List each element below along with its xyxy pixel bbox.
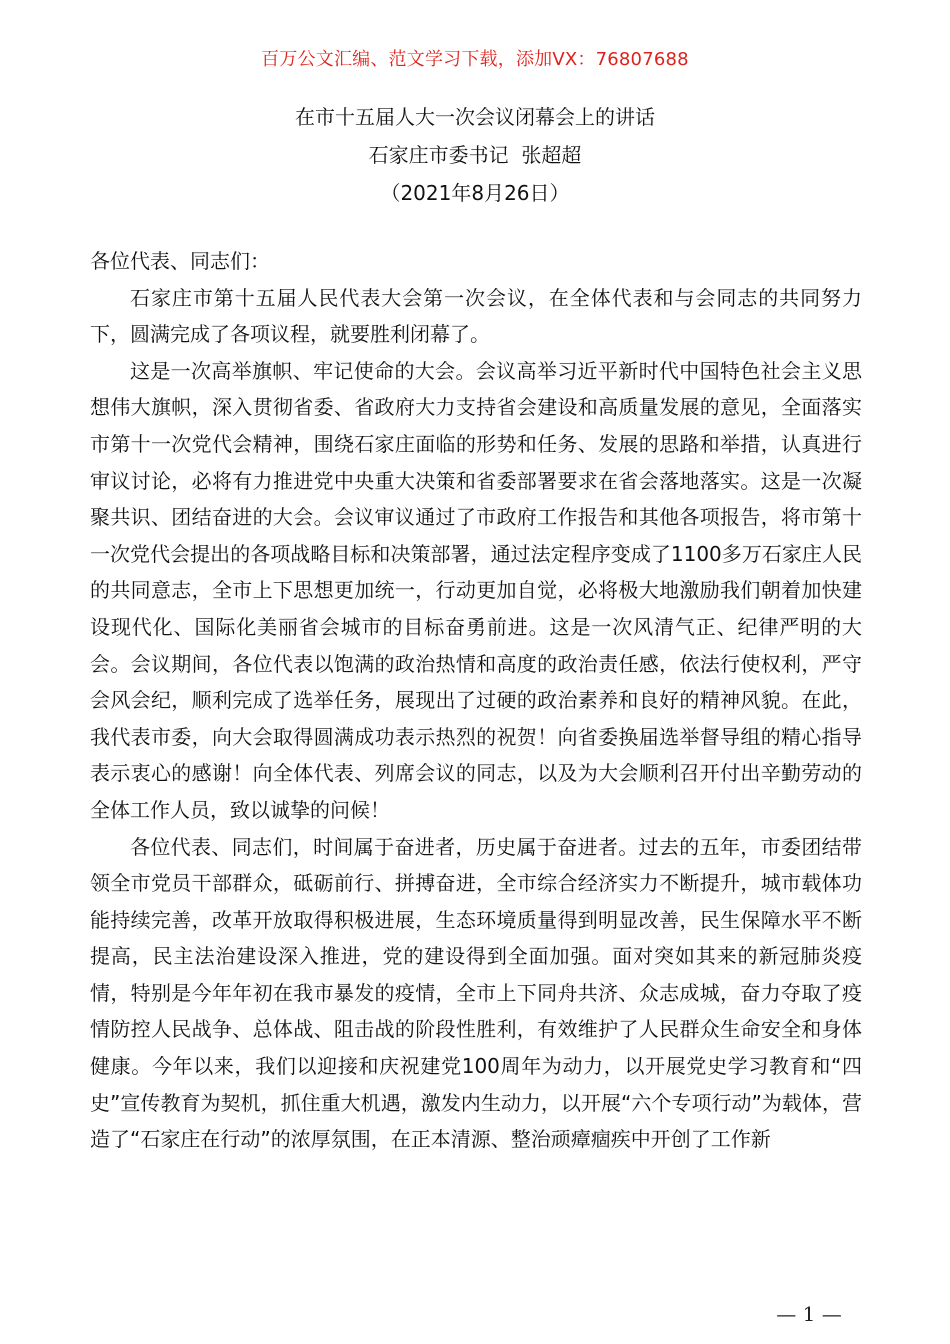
title-block: [0, 98, 950, 212]
speech-date: （2021年8月26日）: [380, 181, 570, 205]
paragraph-3: 各位代表、同志们，时间属于奋进者，历史属于奋进者。过去的五年，市委团结带领全市党员干部群众，砥砺前行、拼搏奋进，全市综合经济实力不断提升，城市载体功能持续完善，改革开放取得积极进展，生态环境质量得到明显改善，民生保障水平不断提高，民主法治建设深入推进，党的建设得到全面加强。面对突如其来的新冠肺炎疫情，特别是今年年初在我市暴发的疫情，全市上下同舟共济、众志成城，奋力夺取了疫情防控人民战争、总体战、阻击战的阶段性胜利，有效维护了人民群众生命安全和身体健康。今年以来，我们以迎接和庆祝建党100周年为动力，以开展党史学习教育和“四史”宣传教育为契机，抓住重大机遇，激发内生动力，以开展“六个专项行动”为载体，营造了“石家庄在行动”的浓厚氛围，在正本清源、整治顽瘴痼疾中开创了工作新: [90, 834, 862, 1152]
speech-body: [90, 243, 862, 1158]
header-watermark-note: 百万公文汇编、范文学习下载，添加VX：76807688: [261, 49, 689, 70]
speech-title: 在市十五届人大一次会议闭幕会上的讲话: [295, 105, 655, 129]
paragraph-1: 石家庄市第十五届人民代表大会第一次会议，在全体代表和与会同志的共同努力下，圆满完成了各项议程，就要胜利闭幕了。: [90, 285, 862, 347]
speaker-line: 石家庄市委书记 张超超: [368, 143, 582, 167]
paragraph-2: 这是一次高举旗帜、牢记使命的大会。会议高举习近平新时代中国特色社会主义思想伟大旗帜，深入贯彻省委、省政府大力支持省会建设和高质量发展的意见，全面落实市第十一次党代会精神，围绕石家庄面临的形势和任务、发展的思路和举措，认真进行审议讨论，必将有力推进党中央重大决策和省委部署要求在省会落地落实。这是一次凝聚共识、团结奋进的大会。会议审议通过了市政府工作报告和其他各项报告，将市第十一次党代会提出的各项战略目标和决策部署，通过法定程序变成了1100多万石家庄人民的共同意志，全市上下思想更加统一，行动更加自觉，必将极大地激励我们朝着加快建设现代化、国际化美丽省会城市的目标奋勇前进。这是一次风清气正、纪律严明的大会。会议期间，各位代表以饱满的政治热情和高度的政治责任感，依法行使权利，严守会风会纪，顺利完成了选举任务，展现出了过硬的政治素养和良好的精神风貌。在此，我代表市委，向大会取得圆满成功表示热烈的祝贺！向省委换届选举督导组的精心指导表示衷心的感谢！向全体代表、列席会议的同志，以及为大会顺利召开付出辛勤劳动的全体工作人员，致以诚挚的问候！: [90, 358, 862, 822]
page-number: — 1 —: [776, 1302, 842, 1326]
salutation: 各位代表、同志们：: [90, 249, 270, 273]
